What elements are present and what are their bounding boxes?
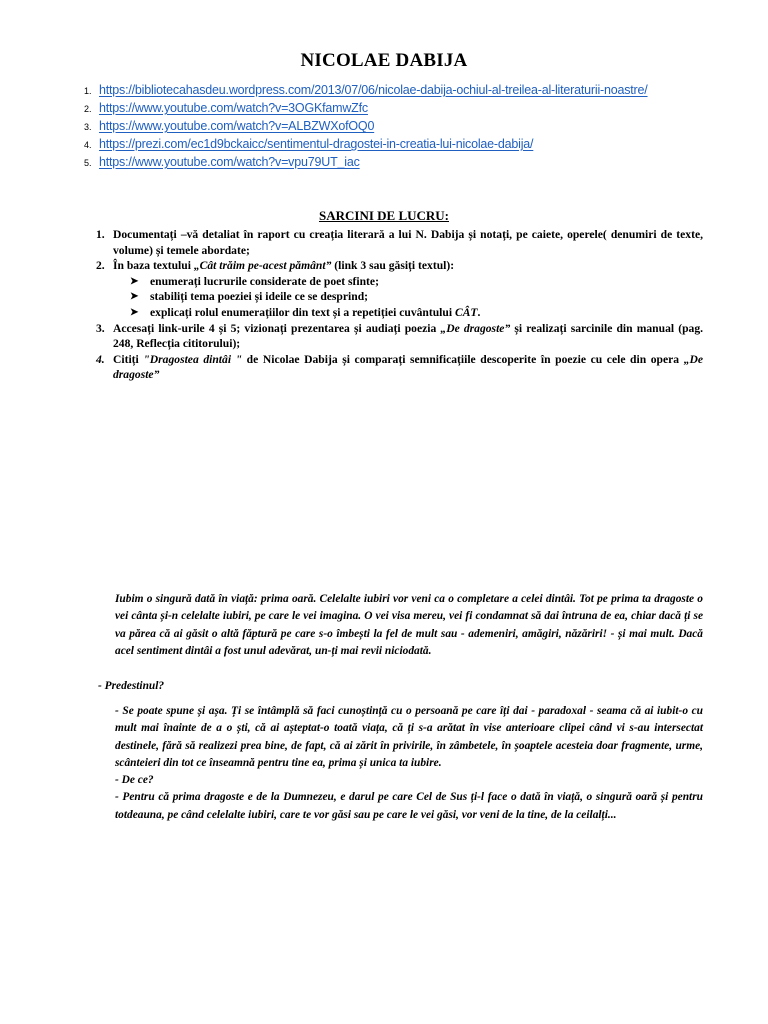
- poem-title: „Cât trăim pe-acest pământ”: [193, 259, 332, 273]
- list-number: 4.: [84, 140, 92, 150]
- task-number: 4.: [96, 352, 105, 366]
- subtask-text: explicați rolul enumerațiilor din text și a repetiției cuvântului: [150, 305, 455, 319]
- dialog-block: [115, 703, 703, 824]
- poem-title: „De dragoste”: [113, 352, 704, 382]
- task-text: Accesați link-urile 4 și 5; vizionați prezentarea și audiați poezia: [113, 321, 441, 335]
- task-number: 2.: [96, 259, 105, 273]
- task-list: [96, 227, 703, 383]
- list-item: [84, 135, 684, 153]
- subtask-item: [113, 274, 703, 290]
- quote-paragraph: Iubim o singură dată în viață: prima oară. Celelalte iubiri vor veni ca o completare a celei dintâi. Tot pe prima ta dragoste o vei cânta și-n celelalte iubiri, pe care le vei imagina. O vei visa mereu, vei fi condamnat să dai întruna de ea, chiar dacă ți se va părea că ai găsit o altă făptură pe care s-o îmbești la fel de mult sau - ademeniri, amăgiri, năzăriri! - și mai mult. Dacă acel sentiment dintâi a fost unul adevărat, un-ți mai revii niciodată.: [115, 593, 703, 657]
- task-text: În baza textului: [113, 259, 194, 273]
- document-title: NICOLAE DABIJA: [300, 50, 468, 71]
- subtask-item: [113, 289, 703, 305]
- task-item: [96, 227, 703, 258]
- link-list: [84, 81, 684, 171]
- list-number: 5.: [84, 158, 92, 168]
- link-youtube-2[interactable]: https://www.youtube.com/watch?v=ALBZWXofOQ0: [99, 119, 375, 133]
- poem-title: "Dragostea dintâi ": [143, 352, 243, 366]
- task-text: Citiți: [113, 352, 144, 366]
- list-number: 3.: [84, 122, 92, 132]
- list-number: 2.: [84, 104, 92, 114]
- task-item: [96, 352, 703, 383]
- emphasis-word: CÂT: [454, 305, 478, 319]
- task-text: și realizați sarcinile din manual (pag. 248, Reflecția cititorului);: [113, 321, 704, 351]
- subtask-text: .: [477, 305, 481, 319]
- subtask-text: stabiliți tema poeziei și ideile ce se desprind;: [150, 290, 368, 304]
- task-number: 1.: [96, 228, 105, 241]
- arrow-bullet-icon: ➤: [130, 291, 139, 303]
- list-item: [84, 81, 684, 99]
- task-item: [96, 321, 703, 352]
- link-youtube-3[interactable]: https://www.youtube.com/watch?v=vpu79UT_iac: [99, 155, 360, 169]
- tasks-heading: SARCINI DE LUCRU:: [318, 208, 449, 223]
- list-item: [84, 153, 684, 171]
- poem-title: „De dragoste”: [440, 321, 511, 335]
- dialog-line: - Se poate spune și așa. Ți se întâmplă să faci cunoștință cu o persoană pe care îți dai - paradoxal - seama că ai iubit-o cu mult mai înainte de a o ști, că ai așteptat-o toată viața, că ți s-a arătat în vise anterioare clipei când vi s-au intersectat destinele, fără să realizezi prea bine, de fapt, că ai zărit în privirile, în zâmbetele, în șoaptele acesteia doar fragmente, urme, scânteieri din tot ce înseamnă pentru tine ea, prima și unica ta iubire.: [115, 705, 703, 769]
- dialog-line: - Pentru că prima dragoste e de la Dumnezeu, e darul pe care Cel de Sus ți-l face o dată în viață, o singură oară și pentru totdeauna, pe când celelalte iubiri, care te vor găsi sau pe care le vei găsi, vor veni de la tine, de la ceilalți...: [115, 791, 703, 821]
- dialog-question: - Predestinul?: [98, 680, 165, 692]
- subtask-list: [113, 274, 703, 321]
- list-item: [84, 117, 684, 135]
- task-item: [96, 258, 703, 320]
- arrow-bullet-icon: ➤: [130, 275, 139, 287]
- subtask-item: [113, 305, 703, 321]
- subtask-text: enumerați lucrurile considerate de poet sfinte;: [150, 274, 379, 288]
- link-prezi[interactable]: https://prezi.com/ec1d9bckaicc/sentimentul-dragostei-in-creatia-lui-nicolae-dabija/: [99, 137, 534, 151]
- task-number: 3.: [96, 321, 105, 335]
- task-text: (link 3 sau găsiți textul):: [331, 259, 455, 273]
- list-number: 1.: [84, 86, 92, 96]
- dialog-line: - De ce?: [115, 774, 154, 787]
- arrow-bullet-icon: ➤: [130, 306, 139, 318]
- list-item: [84, 99, 684, 117]
- task-text: Documentați –vă detaliat în raport cu creația literară a lui N. Dabija și notați, pe caiete, operele( denumiri de texte, volume) și temele abordate;: [113, 228, 703, 257]
- task-text: de Nicolae Dabija și comparați semnificațiile descoperite în poezie cu cele din opera: [242, 352, 684, 366]
- link-youtube-1[interactable]: https://www.youtube.com/watch?v=3OGKfamwZfc: [99, 101, 368, 115]
- link-bibliotecahasdeu[interactable]: https://bibliotecahasdeu.wordpress.com/2013/07/06/nicolae-dabija-ochiul-al-treilea-al-literaturii-noastre/: [99, 83, 648, 97]
